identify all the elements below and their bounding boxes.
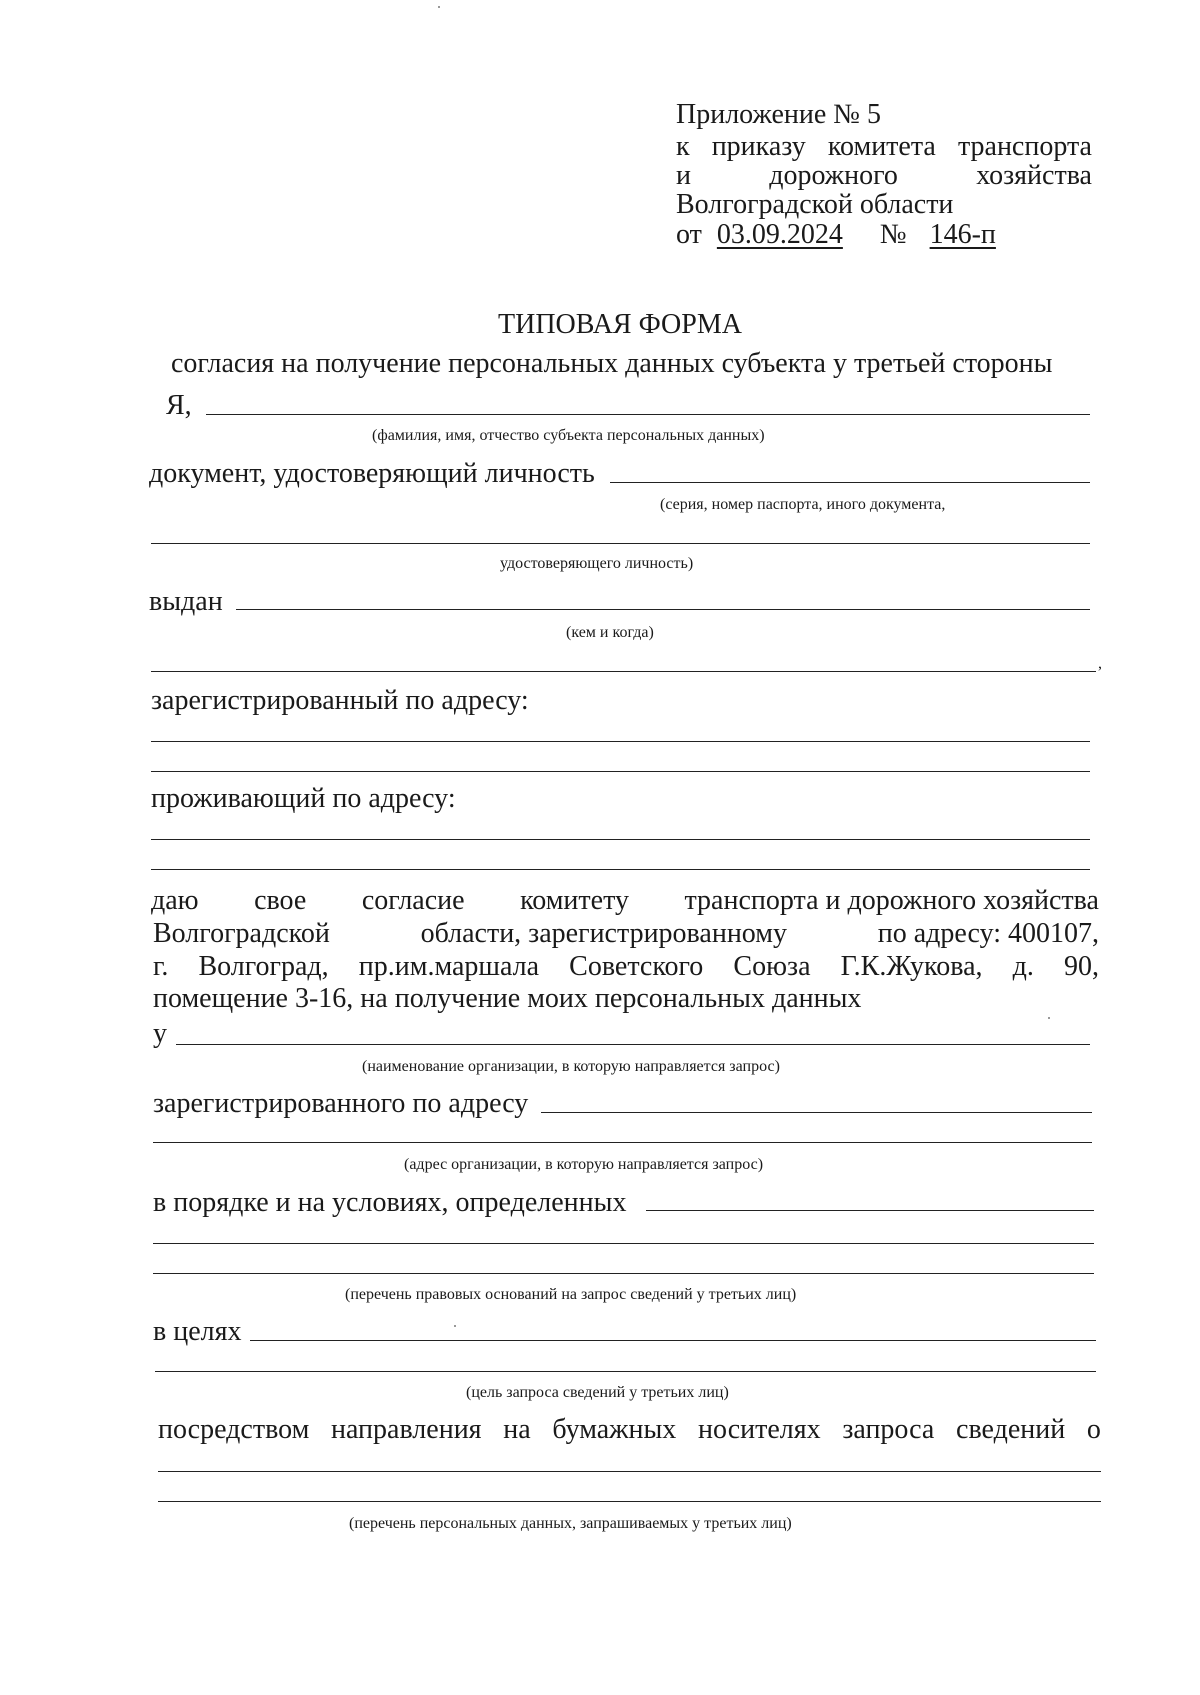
order-input-line-2[interactable] — [153, 1243, 1094, 1244]
form-subtitle: согласия на получение персональных данных субъекта у третьей стороны — [171, 348, 1053, 379]
consent-word: комитету — [520, 885, 629, 916]
living-address-label: проживающий по адресу: — [151, 783, 456, 814]
fio-input-line[interactable] — [206, 414, 1090, 415]
method-word: посредством — [158, 1414, 310, 1445]
u-label: у — [153, 1018, 167, 1049]
consent-word: пр.им.маршала — [358, 951, 540, 982]
document-hint-1: (серия, номер паспорта, иного документа, — [660, 496, 946, 513]
scan-speck — [454, 1325, 456, 1327]
order-hint: (перечень правовых оснований на запрос сведений у третьих лиц) — [345, 1286, 797, 1303]
issued-label: выдан — [149, 586, 223, 617]
order-date: 03.09.2024 — [716, 219, 843, 250]
header-word: хозяйства — [976, 160, 1092, 191]
consent-word: д. — [1012, 951, 1034, 982]
registered-address-line-2[interactable] — [151, 771, 1090, 772]
consent-word: согласие — [361, 885, 465, 916]
method-word: о — [1086, 1414, 1101, 1445]
header-word: и — [676, 160, 691, 191]
order-input-line-3[interactable] — [153, 1273, 1094, 1274]
appendix-region: Волгоградской области — [676, 189, 954, 220]
header-word: приказу — [711, 131, 806, 162]
header-word: транспорта — [957, 131, 1092, 162]
consent-word: области, зарегистрированному — [420, 918, 787, 949]
consent-word: транспорта и дорожного хозяйства — [684, 885, 1099, 916]
org-address-input-line[interactable] — [541, 1112, 1092, 1113]
personal-data-input-line-2[interactable] — [158, 1501, 1101, 1502]
consent-word: Союза — [733, 951, 811, 982]
org-address-hint: (адрес организации, в которую направляется запрос) — [404, 1156, 764, 1173]
consent-word: Советского — [569, 951, 704, 982]
method-word: направления — [331, 1414, 482, 1445]
personal-data-input-line-1[interactable] — [158, 1471, 1101, 1472]
document-label: документ, удостоверяющий личность — [149, 458, 595, 489]
order-label: в порядке и на условиях, определенных — [153, 1187, 627, 1218]
method-word: сведений — [956, 1414, 1066, 1445]
method-word: запроса — [842, 1414, 935, 1445]
issued-hint: (кем и когда) — [566, 624, 654, 641]
consent-word: Волгоград, — [198, 951, 329, 982]
number-prefix: № — [879, 219, 907, 250]
header-word: комитета — [827, 131, 936, 162]
issued-comma: , — [1098, 655, 1102, 672]
document-input-line-2[interactable] — [151, 543, 1090, 544]
scan-speck — [438, 6, 440, 8]
organization-hint: (наименование организации, в которую направляется запрос) — [362, 1058, 780, 1075]
purpose-input-line[interactable] — [250, 1340, 1096, 1341]
consent-word: Г.К.Жукова, — [840, 951, 983, 982]
date-prefix: от — [676, 219, 702, 250]
personal-data-hint: (перечень персональных данных, запрашиваемых у третьих лиц) — [349, 1515, 792, 1532]
method-word: бумажных — [552, 1414, 677, 1445]
appendix-order-line — [676, 133, 1092, 161]
header-word: к — [676, 131, 690, 162]
order-number: 146-п — [929, 219, 996, 250]
appendix-date-line — [676, 221, 998, 249]
org-address-input-line-2[interactable] — [153, 1142, 1092, 1143]
appendix-committee-line — [676, 162, 1092, 190]
purpose-label: в целях — [153, 1316, 242, 1347]
consent-word: Волгоградской — [153, 918, 330, 949]
method-word: на — [503, 1414, 531, 1445]
scan-speck — [1048, 1017, 1050, 1019]
purpose-input-line-2[interactable] — [155, 1371, 1096, 1372]
living-address-line-1[interactable] — [151, 839, 1090, 840]
appendix-number: Приложение № 5 — [676, 99, 881, 130]
document-input-line[interactable] — [610, 482, 1090, 483]
registered-address-label: зарегистрированный по адресу: — [151, 685, 529, 716]
consent-line-4: помещение 3-16, на получение моих персональных данных — [153, 983, 862, 1014]
organization-input-line[interactable] — [176, 1044, 1090, 1045]
consent-word: 90, — [1063, 951, 1099, 982]
form-title: ТИПОВАЯ ФОРМА — [498, 309, 742, 340]
consent-word: даю — [151, 885, 199, 916]
purpose-hint: (цель запроса сведений у третьих лиц) — [466, 1384, 729, 1401]
method-line — [158, 1416, 1101, 1444]
consent-line-1 — [151, 887, 1099, 915]
consent-word: г. — [153, 951, 169, 982]
method-word: носителях — [698, 1414, 821, 1445]
org-address-label: зарегистрированного по адресу — [153, 1088, 529, 1119]
living-address-line-2[interactable] — [151, 869, 1090, 870]
fio-hint: (фамилия, имя, отчество субъекта персональных данных) — [372, 427, 765, 444]
order-input-line[interactable] — [646, 1210, 1094, 1211]
consent-line-2 — [153, 920, 1099, 948]
consent-word: свое — [254, 885, 307, 916]
document-hint-2: удостоверяющего личность) — [500, 555, 694, 572]
header-word: дорожного — [769, 160, 898, 191]
consent-line-3 — [153, 953, 1099, 981]
issued-input-line[interactable] — [236, 609, 1090, 610]
registered-address-line-1[interactable] — [151, 741, 1090, 742]
consent-word: по адресу: 400107, — [877, 918, 1099, 949]
i-label: Я, — [166, 390, 192, 421]
issued-input-line-2[interactable] — [151, 671, 1096, 672]
